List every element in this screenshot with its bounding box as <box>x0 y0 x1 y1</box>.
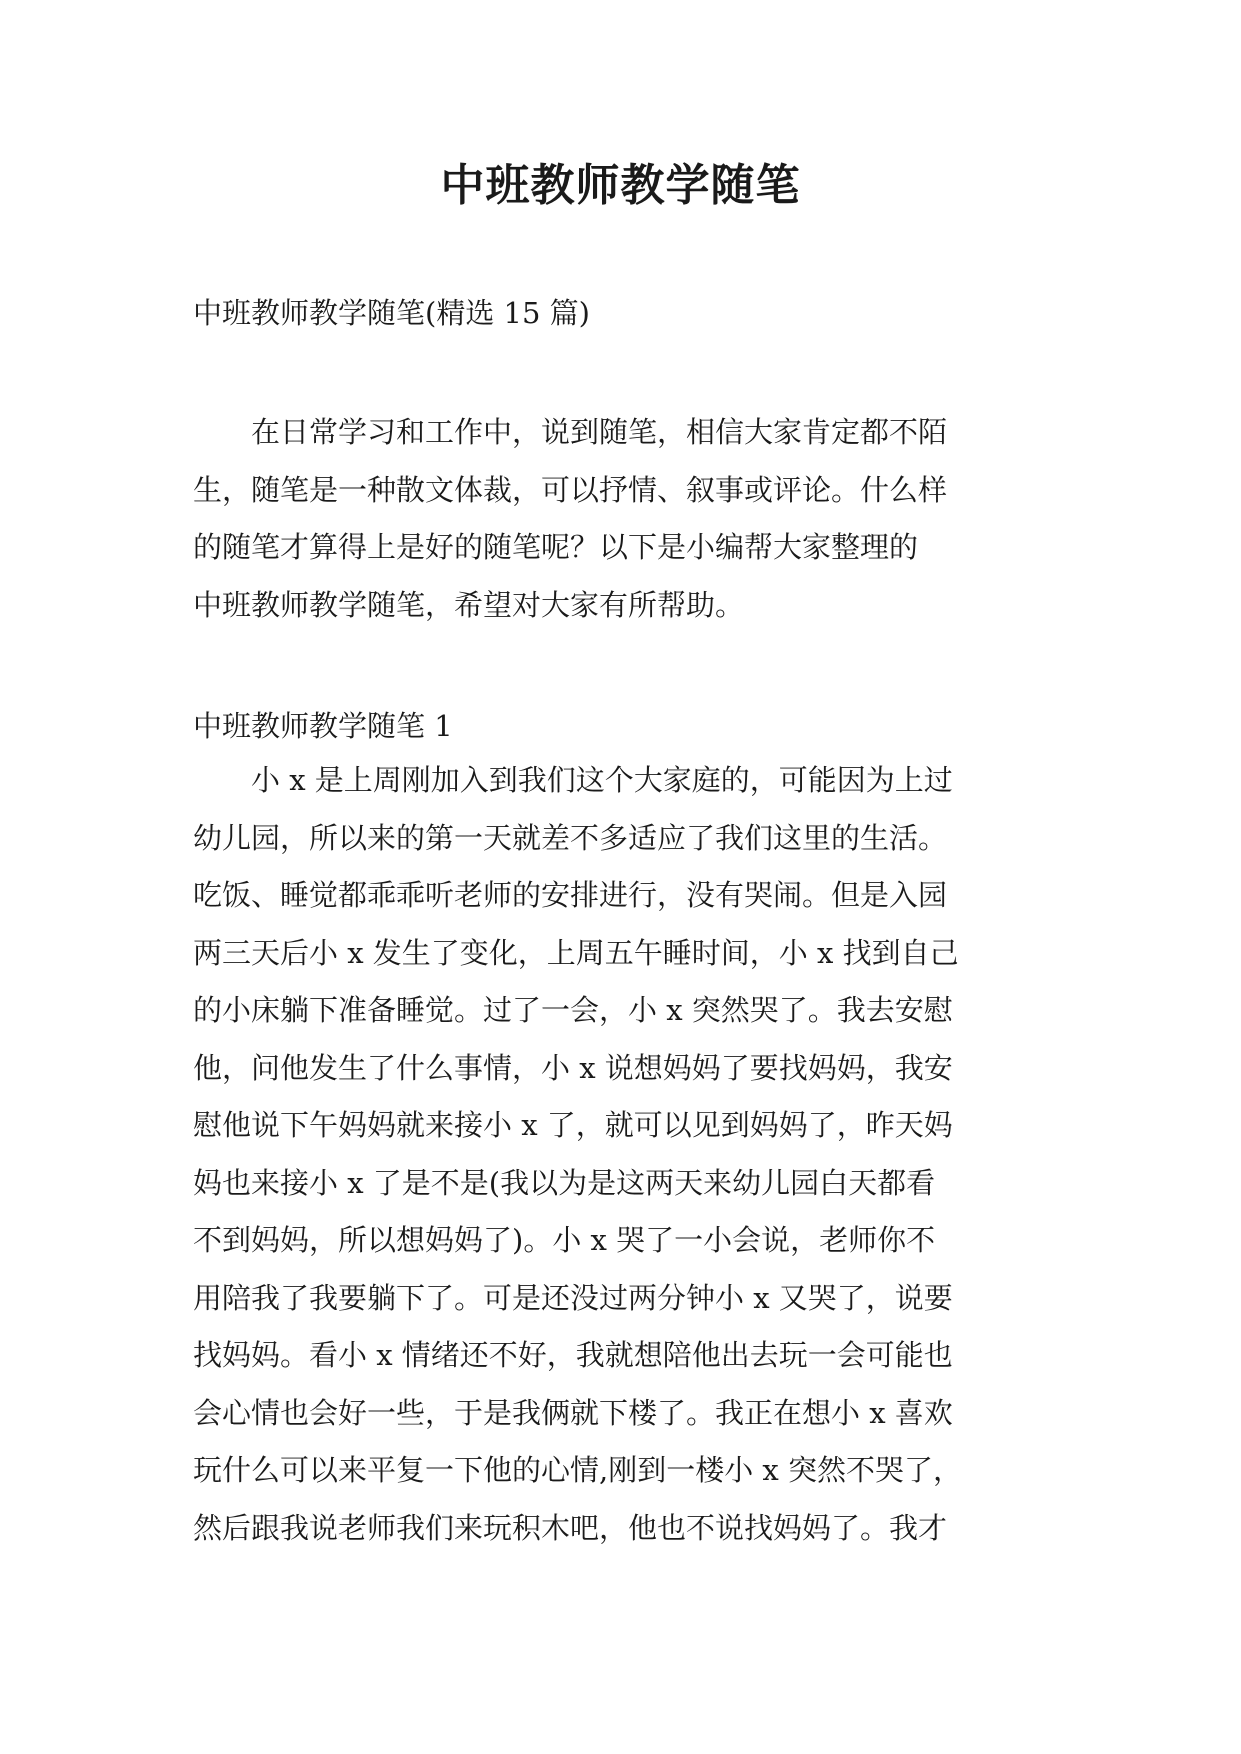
section-body-paragraph <box>193 752 1073 1557</box>
document-subtitle: 中班教师教学随笔(精选 15 篇) <box>193 296 590 330</box>
body-line: 吃饭、睡觉都乖乖听老师的安排进行，没有哭闹。但是入园 <box>193 878 948 912</box>
body-line: 会心情也会好一些，于是我俩就下楼了。我正在想小 x 喜欢 <box>193 1395 953 1430</box>
body-line: 两三天后小 x 发生了变化，上周五午睡时间，小 x 找到自己 <box>193 935 959 970</box>
body-line: 的小床躺下准备睡觉。过了一会，小 x 突然哭了。我去安慰 <box>193 993 953 1027</box>
body-line: 不到妈妈，所以想妈妈了)。小 x 哭了一小会说，老师你不 <box>193 1223 936 1257</box>
intro-line: 中班教师教学随笔，希望对大家有所帮助。 <box>193 587 745 622</box>
section-heading: 中班教师教学随笔 1 <box>193 709 453 743</box>
intro-paragraph <box>193 404 1073 634</box>
body-line: 玩什么可以来平复一下他的心情,刚到一楼小 x 突然不哭了， <box>193 1453 963 1487</box>
intro-line: 在日常学习和工作中，说到随笔，相信大家肯定都不陌 <box>251 415 948 449</box>
body-line: 幼儿园，所以来的第一天就差不多适应了我们这里的生活。 <box>193 820 948 855</box>
intro-line: 的随笔才算得上是好的随笔呢？以下是小编帮大家整理的 <box>193 530 919 564</box>
body-line: 他，问他发生了什么事情，小 x 说想妈妈了要找妈妈，我安 <box>193 1050 953 1085</box>
body-line: 小 x 是上周刚加入到我们这个大家庭的，可能因为上过 <box>251 763 953 797</box>
body-line: 慰他说下午妈妈就来接小 x 了，就可以见到妈妈了，昨天妈 <box>193 1108 953 1142</box>
body-line: 用陪我了我要躺下了。可是还没过两分钟小 x 又哭了，说要 <box>193 1280 953 1315</box>
body-line: 妈也来接小 x 了是不是(我以为是这两天来幼儿园白天都看 <box>193 1165 936 1200</box>
document-title: 中班教师教学随笔 <box>440 160 801 211</box>
body-line: 然后跟我说老师我们来玩积木吧，他也不说找妈妈了。我才 <box>193 1510 948 1545</box>
intro-line: 生，随笔是一种散文体裁，可以抒情、叙事或评论。什么样 <box>193 472 948 507</box>
body-line: 找妈妈。看小 x 情绪还不好，我就想陪他出去玩一会可能也 <box>193 1338 953 1372</box>
